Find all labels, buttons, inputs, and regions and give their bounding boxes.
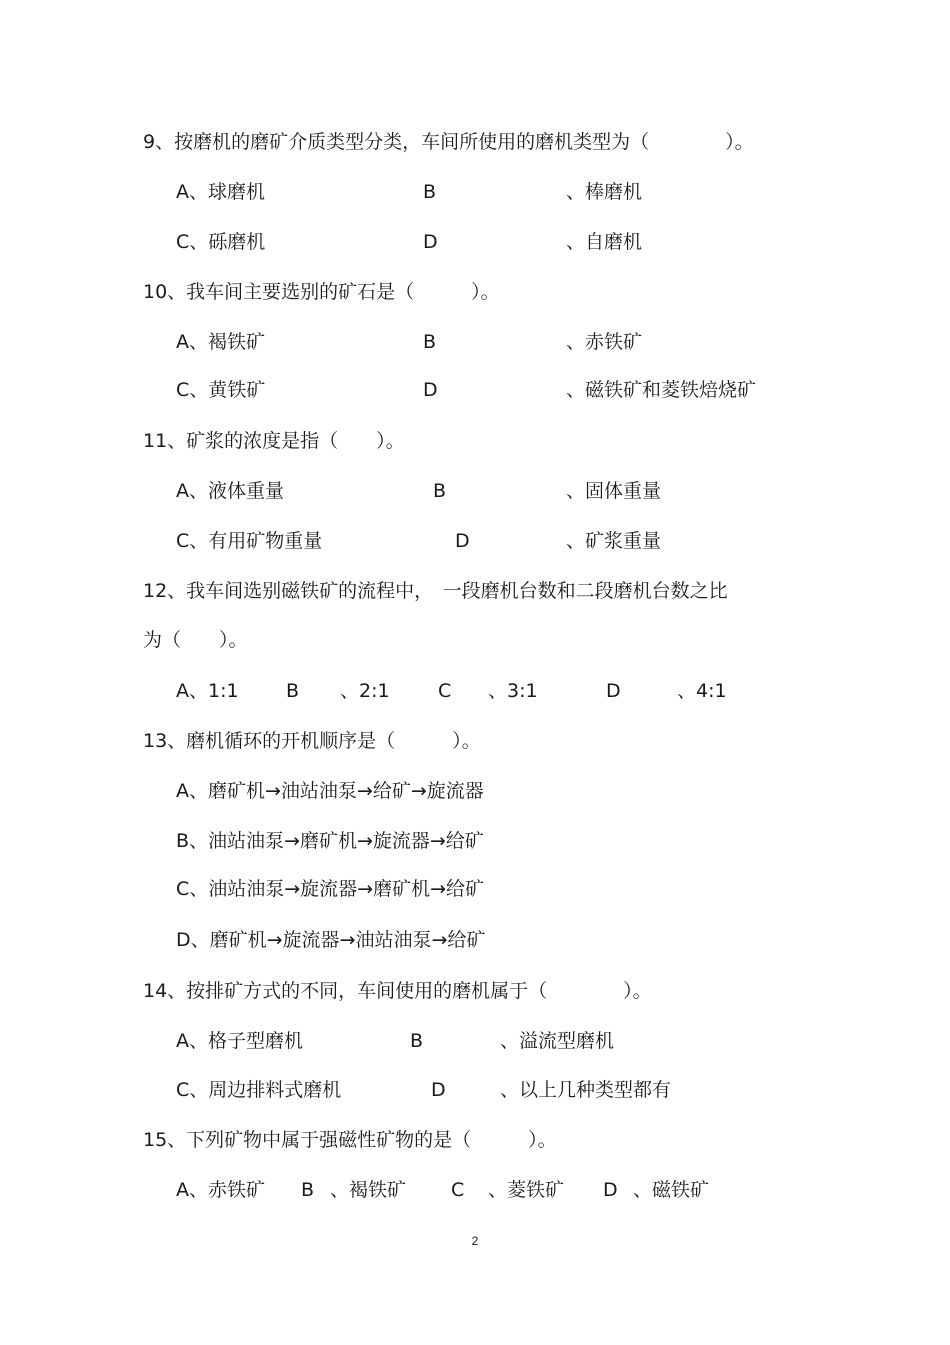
option-a: A、赤铁矿 <box>176 1179 265 1201</box>
option-d-letter: D <box>455 530 470 552</box>
question-13-stem: 13、磨机循环的开机顺序是（ ）。 <box>143 730 481 752</box>
option-a: A、格子型磨机 <box>176 1030 303 1052</box>
option-a: A、液体重量 <box>176 480 284 502</box>
option-d-text: 、自磨机 <box>566 231 643 253</box>
question-10-stem: 10、我车间主要选别的矿石是（ ）。 <box>143 281 500 303</box>
option-b-letter: B <box>286 680 300 702</box>
option-b-letter: B <box>301 1179 315 1201</box>
option-c: C、砾磨机 <box>176 231 266 253</box>
option-b-text: 、2:1 <box>340 680 390 702</box>
option-a: A、磨矿机→油站油泵→给矿→旋流器 <box>176 780 484 802</box>
option-c-text: 、3:1 <box>488 680 538 702</box>
option-b-letter: B <box>433 480 447 502</box>
option-b-letter: B <box>423 331 437 353</box>
option-c: C、周边排料式磨机 <box>176 1079 342 1101</box>
question-15-stem: 15、下列矿物中属于强磁性矿物的是（ ）。 <box>143 1129 557 1151</box>
option-b-text: 、固体重量 <box>566 480 662 502</box>
question-14-stem: 14、按排矿方式的不同，车间使用的磨机属于（ ）。 <box>143 980 652 1002</box>
question-12-stem: 12、我车间选别磁铁矿的流程中， 一段磨机台数和二段磨机台数之比 <box>143 580 728 602</box>
option-b-text: 、溢流型磨机 <box>500 1030 615 1052</box>
option-b-letter: B <box>410 1030 424 1052</box>
question-12-stem-continued: 为（ ）。 <box>143 629 248 651</box>
page-number: 2 <box>471 1234 479 1248</box>
option-d-letter: D <box>423 231 438 253</box>
option-b-text: 、褐铁矿 <box>330 1179 407 1201</box>
question-9-stem: 9、按磨机的磨矿介质类型分类，车间所使用的磨机类型为（ ）。 <box>143 131 754 153</box>
option-a: A、1:1 <box>176 680 239 702</box>
option-b-text: 、赤铁矿 <box>566 331 643 353</box>
option-c: C、油站油泵→旋流器→磨矿机→给矿 <box>176 878 485 900</box>
option-d-letter: D <box>606 680 621 702</box>
option-c-text: 、菱铁矿 <box>488 1179 565 1201</box>
option-d-text: 、矿浆重量 <box>566 530 662 552</box>
option-d: D、磨矿机→旋流器→油站油泵→给矿 <box>176 929 486 951</box>
option-d-letter: D <box>423 379 438 401</box>
option-d-text: 、磁铁矿 <box>633 1179 710 1201</box>
option-d-text: 、4:1 <box>677 680 727 702</box>
option-d-text: 、磁铁矿和菱铁焙烧矿 <box>566 379 757 401</box>
option-a: A、褐铁矿 <box>176 331 265 353</box>
option-c-letter: C <box>438 680 452 702</box>
option-d-letter: D <box>603 1179 618 1201</box>
option-d-text: 、以上几种类型都有 <box>500 1079 672 1101</box>
option-b-text: 、棒磨机 <box>566 181 643 203</box>
option-b-letter: B <box>423 181 437 203</box>
option-b: B、油站油泵→磨矿机→旋流器→给矿 <box>176 830 484 852</box>
option-a: A、球磨机 <box>176 181 265 203</box>
option-c: C、有用矿物重量 <box>176 530 323 552</box>
option-c: C、黄铁矿 <box>176 379 266 401</box>
option-c-letter: C <box>451 1179 465 1201</box>
question-11-stem: 11、矿浆的浓度是指（ ）。 <box>143 430 405 452</box>
option-d-letter: D <box>431 1079 446 1101</box>
